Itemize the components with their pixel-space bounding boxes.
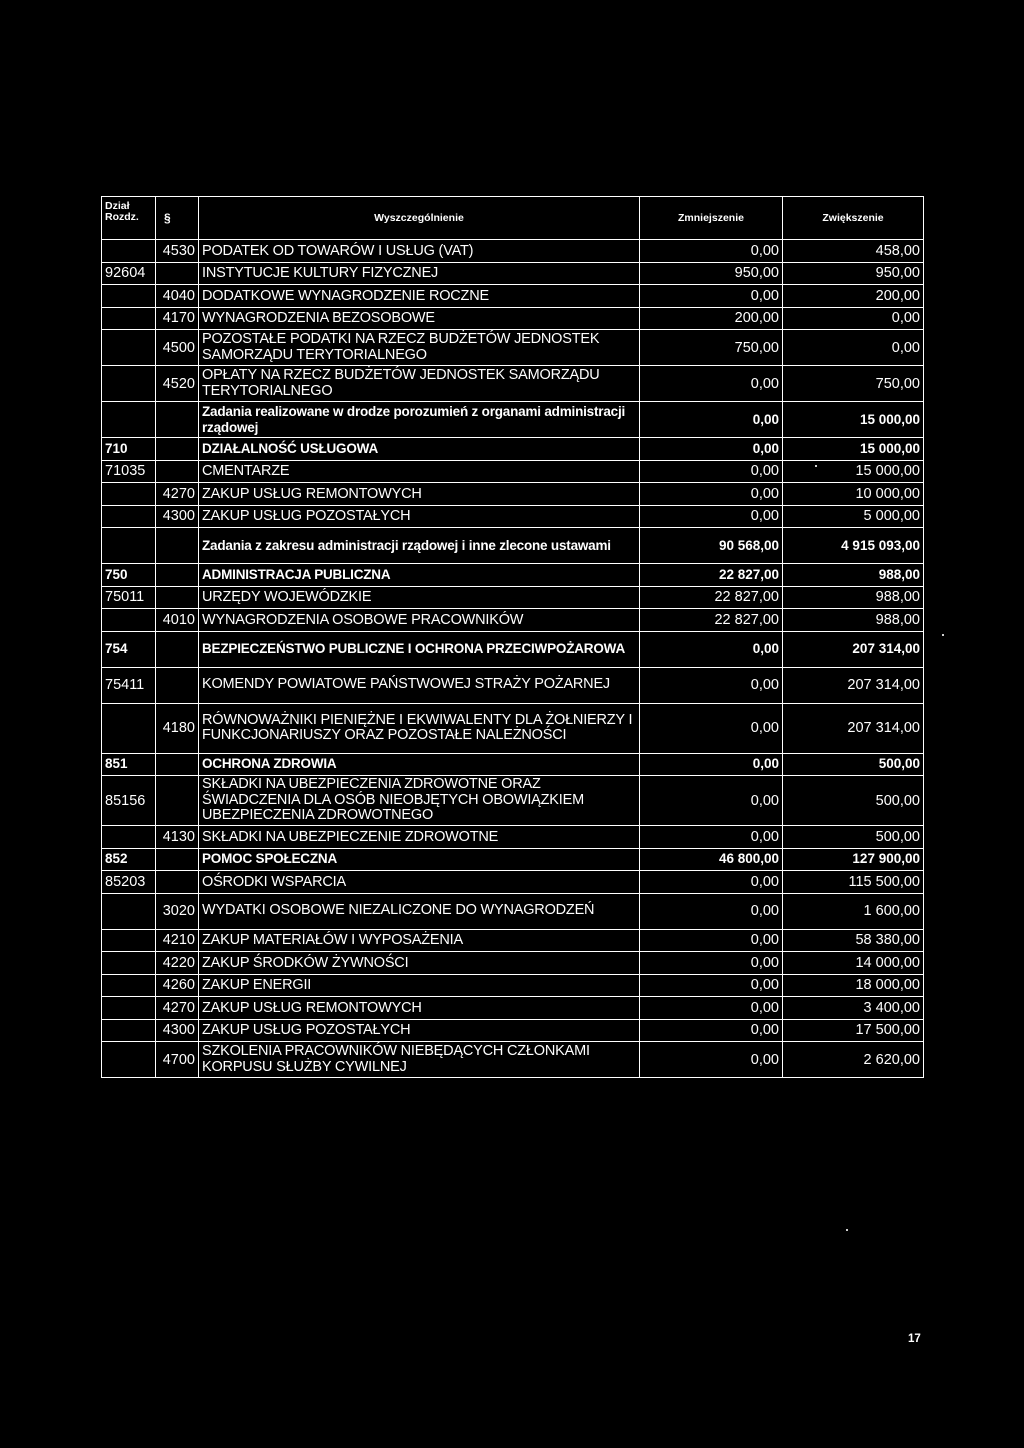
cell-description: OŚRODKI WSPARCIA [199,871,640,894]
table-row [102,848,924,871]
cell-increase: 500,00 [783,753,924,776]
table-row [102,285,924,308]
cell-increase: 127 900,00 [783,848,924,871]
cell-description: WYNAGRODZENIA OSOBOWE PRACOWNIKÓW [199,609,640,632]
cell-description: Zadania z zakresu administracji rządowej i inne zlecone ustawami [199,528,640,564]
cell-decrease: 0,00 [640,505,783,528]
table-row [102,703,924,753]
cell-decrease: 0,00 [640,997,783,1020]
table-row [102,307,924,330]
cell-code: 754 [102,631,156,667]
cell-paragraph [156,776,199,826]
cell-decrease: 750,00 [640,330,783,366]
cell-increase: 15 000,00 [783,460,924,483]
cell-increase: 10 000,00 [783,483,924,506]
cell-code: 75411 [102,667,156,703]
cell-increase: 2 620,00 [783,1042,924,1078]
cell-description: ZAKUP USŁUG REMONTOWYCH [199,997,640,1020]
cell-increase: 950,00 [783,262,924,285]
cell-increase: 15 000,00 [783,438,924,461]
cell-description: SKŁADKI NA UBEZPIECZENIA ZDROWOTNE ORAZ ŚWIADCZENIA DLA OSÓB NIEOBJĘTYCH OBOWIĄZKIEM UBEZPIECZENIA ZDROWOTNEGO [199,776,640,826]
cell-code [102,974,156,997]
cell-increase: 988,00 [783,609,924,632]
cell-description: URZĘDY WOJEWÓDZKIE [199,586,640,609]
table-row [102,240,924,263]
cell-code [102,1042,156,1078]
cell-description: POZOSTAŁE PODATKI NA RZECZ BUDŻETÓW JEDNOSTEK SAMORZĄDU TERYTORIALNEGO [199,330,640,366]
cell-code: 710 [102,438,156,461]
cell-decrease: 0,00 [640,483,783,506]
cell-decrease: 0,00 [640,402,783,438]
cell-code [102,703,156,753]
table-row [102,871,924,894]
cell-decrease: 200,00 [640,307,783,330]
table-row [102,564,924,587]
table-row [102,952,924,975]
cell-paragraph: 4210 [156,929,199,952]
cell-increase: 988,00 [783,564,924,587]
table-row [102,586,924,609]
cell-increase: 207 314,00 [783,631,924,667]
cell-description: WYDATKI OSOBOWE NIEZALICZONE DO WYNAGRODZEŃ [199,893,640,929]
table-row [102,667,924,703]
cell-code [102,952,156,975]
table-row [102,460,924,483]
table-row [102,438,924,461]
cell-description: ADMINISTRACJA PUBLICZNA [199,564,640,587]
cell-code [102,929,156,952]
table-row [102,974,924,997]
page-number: 17 [908,1333,921,1345]
cell-decrease: 0,00 [640,703,783,753]
cell-paragraph: 4270 [156,483,199,506]
table-row [102,753,924,776]
cell-increase: 3 400,00 [783,997,924,1020]
cell-code: 75011 [102,586,156,609]
cell-code: 71035 [102,460,156,483]
table-row [102,609,924,632]
cell-description: RÓWNOWAŻNIKI PIENIĘŻNE I EKWIWALENTY DLA ŻOŁNIERZY I FUNKCJONARIUSZY ORAZ POZOSTAŁE NALEŻNOŚCI [199,703,640,753]
table-row [102,631,924,667]
cell-increase: 115 500,00 [783,871,924,894]
cell-decrease: 0,00 [640,240,783,263]
table-row [102,893,924,929]
scan-speck [815,465,817,467]
cell-code [102,366,156,402]
header-description: Wyszczególnienie [199,197,640,240]
table-row [102,505,924,528]
table-row [102,483,924,506]
cell-paragraph: 4270 [156,997,199,1020]
table-row [102,776,924,826]
table-row [102,366,924,402]
cell-description: PODATEK OD TOWARÓW I USŁUG (VAT) [199,240,640,263]
cell-increase: 458,00 [783,240,924,263]
table-row [102,330,924,366]
cell-decrease: 0,00 [640,631,783,667]
cell-increase: 14 000,00 [783,952,924,975]
table-row [102,1019,924,1042]
cell-description: DZIAŁALNOŚĆ USŁUGOWA [199,438,640,461]
cell-code [102,285,156,308]
cell-decrease: 0,00 [640,776,783,826]
cell-paragraph [156,262,199,285]
cell-decrease: 0,00 [640,667,783,703]
cell-code: 92604 [102,262,156,285]
cell-decrease: 0,00 [640,438,783,461]
cell-decrease: 0,00 [640,952,783,975]
cell-decrease: 0,00 [640,460,783,483]
cell-description: SKŁADKI NA UBEZPIECZENIE ZDROWOTNE [199,826,640,849]
cell-description: WYNAGRODZENIA BEZOSOBOWE [199,307,640,330]
cell-increase: 750,00 [783,366,924,402]
cell-increase: 988,00 [783,586,924,609]
cell-code: 852 [102,848,156,871]
header-paragraph: § [156,197,199,240]
cell-paragraph [156,402,199,438]
cell-paragraph [156,871,199,894]
cell-decrease: 0,00 [640,871,783,894]
cell-code [102,826,156,849]
table-row [102,826,924,849]
header-row [102,197,924,240]
cell-code [102,402,156,438]
cell-decrease: 950,00 [640,262,783,285]
cell-description: OPŁATY NA RZECZ BUDŻETÓW JEDNOSTEK SAMORZĄDU TERYTORIALNEGO [199,366,640,402]
table-row [102,997,924,1020]
cell-code [102,483,156,506]
table-row [102,1042,924,1078]
cell-increase: 15 000,00 [783,402,924,438]
cell-paragraph [156,460,199,483]
cell-paragraph [156,438,199,461]
cell-description: OCHRONA ZDROWIA [199,753,640,776]
cell-decrease: 0,00 [640,285,783,308]
cell-code [102,609,156,632]
cell-description: POMOC SPOŁECZNA [199,848,640,871]
cell-decrease: 0,00 [640,753,783,776]
cell-paragraph: 4300 [156,505,199,528]
cell-decrease: 0,00 [640,1019,783,1042]
cell-code [102,528,156,564]
cell-description: BEZPIECZEŃSTWO PUBLICZNE I OCHRONA PRZECIWPOŻAROWA [199,631,640,667]
header-dzial: Dział [105,200,130,212]
cell-paragraph: 4700 [156,1042,199,1078]
cell-code [102,505,156,528]
cell-paragraph: 4010 [156,609,199,632]
table-row [102,262,924,285]
cell-decrease: 0,00 [640,826,783,849]
cell-increase: 500,00 [783,826,924,849]
cell-decrease: 0,00 [640,1042,783,1078]
cell-paragraph [156,586,199,609]
cell-description: ZAKUP ENERGII [199,974,640,997]
cell-increase: 0,00 [783,330,924,366]
cell-description: SZKOLENIA PRACOWNIKÓW NIEBĘDĄCYCH CZŁONKAMI KORPUSU SŁUŻBY CYWILNEJ [199,1042,640,1078]
cell-paragraph [156,753,199,776]
cell-decrease: 22 827,00 [640,564,783,587]
cell-code: 85203 [102,871,156,894]
cell-description: KOMENDY POWIATOWE PAŃSTWOWEJ STRAŻY POŻARNEJ [199,667,640,703]
cell-paragraph: 4220 [156,952,199,975]
cell-increase: 4 915 093,00 [783,528,924,564]
cell-paragraph: 4130 [156,826,199,849]
cell-paragraph [156,631,199,667]
cell-code: 851 [102,753,156,776]
cell-code [102,240,156,263]
cell-paragraph: 4170 [156,307,199,330]
header-decrease: Zmniejszenie [640,197,783,240]
cell-paragraph [156,848,199,871]
cell-decrease: 0,00 [640,929,783,952]
header-rozdz: Rozdz. [105,211,139,223]
cell-description: ZAKUP MATERIAŁÓW I WYPOSAŻENIA [199,929,640,952]
cell-description: Zadania realizowane w drodze porozumień z organami administracji rządowej [199,402,640,438]
cell-paragraph: 4500 [156,330,199,366]
cell-paragraph: 4530 [156,240,199,263]
cell-increase: 207 314,00 [783,703,924,753]
budget-table [101,196,924,1078]
cell-decrease: 0,00 [640,974,783,997]
scan-speck [942,634,944,636]
cell-description: INSTYTUCJE KULTURY FIZYCZNEJ [199,262,640,285]
cell-paragraph [156,564,199,587]
table-row [102,528,924,564]
cell-increase: 0,00 [783,307,924,330]
cell-increase: 1 600,00 [783,893,924,929]
cell-code [102,1019,156,1042]
cell-decrease: 22 827,00 [640,609,783,632]
scan-speck [846,1229,848,1231]
cell-increase: 5 000,00 [783,505,924,528]
cell-paragraph: 4300 [156,1019,199,1042]
cell-paragraph: 4040 [156,285,199,308]
cell-paragraph: 3020 [156,893,199,929]
cell-code [102,330,156,366]
cell-increase: 58 380,00 [783,929,924,952]
header-increase: Zwiększenie [783,197,924,240]
cell-increase: 200,00 [783,285,924,308]
cell-code [102,307,156,330]
cell-description: ZAKUP ŚRODKÓW ŻYWNOŚCI [199,952,640,975]
cell-decrease: 0,00 [640,893,783,929]
cell-decrease: 0,00 [640,366,783,402]
table-row [102,929,924,952]
cell-code: 85156 [102,776,156,826]
cell-decrease: 90 568,00 [640,528,783,564]
cell-increase: 500,00 [783,776,924,826]
cell-paragraph: 4180 [156,703,199,753]
cell-description: DODATKOWE WYNAGRODZENIE ROCZNE [199,285,640,308]
cell-paragraph: 4260 [156,974,199,997]
cell-code [102,997,156,1020]
cell-description: ZAKUP USŁUG POZOSTAŁYCH [199,505,640,528]
cell-code [102,893,156,929]
cell-increase: 18 000,00 [783,974,924,997]
cell-increase: 17 500,00 [783,1019,924,1042]
cell-paragraph: 4520 [156,366,199,402]
cell-decrease: 46 800,00 [640,848,783,871]
cell-description: ZAKUP USŁUG REMONTOWYCH [199,483,640,506]
table-row [102,402,924,438]
header-dzial-rozdz [102,197,156,240]
cell-code: 750 [102,564,156,587]
cell-decrease: 22 827,00 [640,586,783,609]
cell-description: CMENTARZE [199,460,640,483]
cell-paragraph [156,667,199,703]
cell-paragraph [156,528,199,564]
cell-increase: 207 314,00 [783,667,924,703]
cell-description: ZAKUP USŁUG POZOSTAŁYCH [199,1019,640,1042]
